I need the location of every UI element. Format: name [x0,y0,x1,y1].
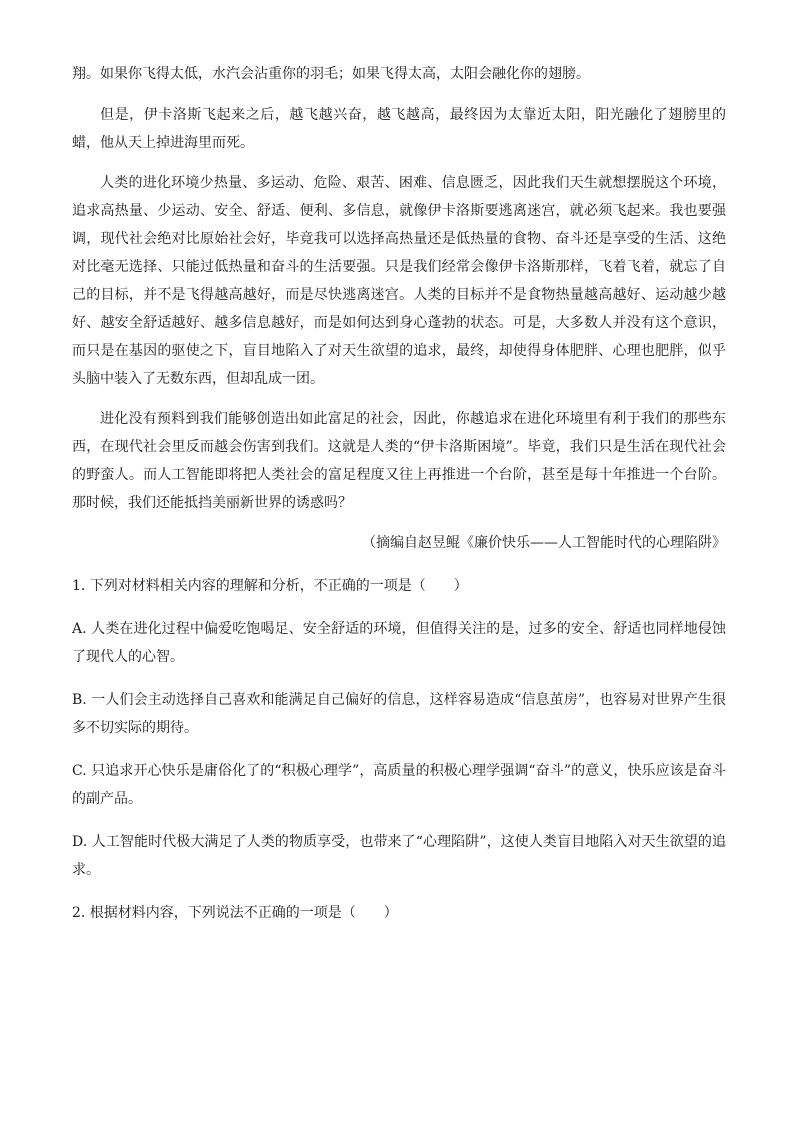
question-1-option-d: D. 人工智能时代极大满足了人类的物质享受，也带来了“心理陷阱”，这使人类盲目地陷入对天生欲望的追求。 [72,834,726,878]
question-1-option-a: A. 人类在进化过程中偏爱吃饱喝足、安全舒适的环境，但值得关注的是，过多的安全、舒适也同样地侵蚀了现代人的心智。 [72,621,726,665]
passage-paragraph-3: 人类的进化环境少热量、多运动、危险、艰苦、困难、信息匮乏，因此我们天生就想摆脱这个环境，追求高热量、少运动、安全、舒适、便利、多信息，就像伊卡洛斯要逃离迷宫，就必须飞起来。我也要强调，现代社会绝对比原始社会好，毕竟我可以选择高热量还是低热量的食物、奋斗还是享受的生活、这绝对比毫无选择、只能过低热量和奋斗的生活要强。只是我们经常会像伊卡洛斯那样，飞着飞着，就忘了自己的目标，并不是飞得越高越好，而是尽快逃离迷宫。人类的目标并不是食物热量越高越好、运动越少越好、越安全舒适越好、越多信息越好，而是如何达到身心蓬勃的状态。可是，大多数人并没有这个意识，而只是在基因的驱使之下，盲目地陷入了对天生欲望的追求，最终，却使得身体肥胖、心理也肥胖，似乎头脑中装入了无数东西，但却乱成一团。 [72,175,726,387]
passage-paragraph-2: 但是，伊卡洛斯飞起来之后，越飞越兴奋，越飞越高，最终因为太靠近太阳，阳光融化了翅膀里的蜡，他从天上掉进海里而死。 [72,107,726,151]
question-1-option-b: B. 一人们会主动选择自己喜欢和能满足自己偏好的信息，这样容易造成“信息茧房”，也容易对世界产生很多不切实际的期待。 [72,692,726,736]
question-1-option-c: C. 只追求开心快乐是庸俗化了的“积极心理学”，高质量的积极心理学强调“奋斗”的意义，快乐应该是奋斗的副产品。 [72,763,726,807]
passage-paragraph-1: 翔。如果你飞得太低，水汽会沾重你的羽毛；如果飞得太高，太阳会融化你的翅膀。 [72,66,590,82]
document-page [72,60,726,927]
passage-source: （摘编自赵昱鲲《廉价快乐——人工智能时代的心理陷阱》 [362,535,726,551]
passage-paragraph-4: 进化没有预料到我们能够创造出如此富足的社会，因此，你越追求在进化环境里有利于我们的那些东西，在现代社会里反而越会伤害到我们。这就是人类的“伊卡洛斯困境”。毕竟，我们只是生活在现代社会的野蛮人。而人工智能即将把人类社会的富足程度又往上再推进一个台阶，甚至是每十年推进一个台阶。那时候，我们还能抵挡美丽新世界的诱惑吗？ [72,411,726,511]
question-2-stem: 2. 根据材料内容，下列说法不正确的一项是（ ） [72,905,398,921]
question-1-stem: 1. 下列对材料相关内容的理解和分析，不正确的一项是（ ） [72,578,468,594]
